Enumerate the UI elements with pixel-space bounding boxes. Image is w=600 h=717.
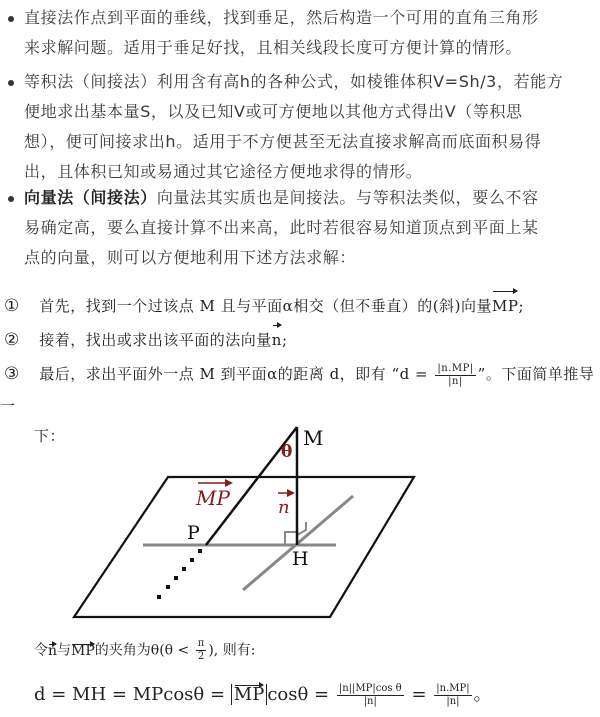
bullet-equal-volume-method [24,67,596,187]
step-text: 首先，找到一个过该点 M 且与平面α相交（但不垂直）的(斜)向量 [39,297,493,315]
label-mp-vector: MP [196,486,230,510]
formula-text: 的夹角为θ(θ < [94,642,190,659]
formula-text: ), 则有: [208,642,256,659]
vector-mp: MP [71,642,95,659]
step-text: 接着，找出或求出该平面的法向量 [39,331,272,349]
bullet-line: 来求解问题。适用于垂足好找，且相关线段长度可方便计算的情形。 [24,38,523,57]
fraction-numerator: |n.MP| [436,682,470,694]
step-number: ② [4,330,20,350]
plane-alpha-shape [74,477,414,617]
fraction-numerator: |n||MP|cos θ [338,682,402,694]
bullet-line-rest: 向量法其实质也是间接法。与等积法类似，要么不容 [156,188,539,207]
fraction-denominator: |n| [363,695,377,707]
bullet-line: 等积法（间接法）利用含有高h的各种公式，如棱锥体积V=Sh/3，若能方 [24,72,564,91]
bullet-line: 便地求出基本量S，以及已知V或可方便地以其他方式得出V（等积思 [24,102,523,121]
vector-n: n [48,642,58,659]
step-2 [0,324,596,356]
label-p: P [187,522,200,544]
step-1 [0,290,596,322]
step-number: ③ [4,364,20,384]
formula-text: d = MH = MPcosθ = [34,684,226,705]
plane-distance-figure [0,410,600,630]
bullet-line: 想），便可间接求出h。适用于不方便甚至无法直接求解高而底面积易得 [24,132,542,151]
step-text: 最后，求出平面外一点 M 到平面α的距离 d，即有 “d = [39,365,429,383]
formula-text: cosθ = [267,684,330,705]
derivation-fraction-1 [337,683,404,708]
fraction-denominator: 2 [197,651,205,662]
fraction-denominator: |n| [448,375,463,387]
step-number: ① [4,296,20,316]
step-end-punct: ; [518,297,525,315]
formula-text: = [411,684,427,705]
geometry-diagram [0,410,600,630]
distance-fraction [435,363,475,388]
bullet-line: 出，且体积已知或易通过其它途径方便地求得的情形。 [24,162,423,181]
n-arrow-head [287,489,295,497]
dotted-extension [157,549,202,599]
label-h: H [292,548,309,570]
vector-mp: MP [492,290,518,322]
step-end-punct: ; [281,331,288,349]
vector-mp: MP [233,684,265,705]
label-m: M [303,426,324,450]
step-text-after: ”。下面简单推导一 [0,365,595,415]
angle-definition-line [34,638,255,663]
derivation-fraction-2 [434,683,471,708]
fraction-numerator: π [197,638,205,649]
bullet-line: 直接法作点到平面的垂线，找到垂足，然后构造一个可用的直角三角形 [24,8,539,27]
bullet-line: 易确定高，要么直接计算不出来高，此时若很容易知道顶点到平面上某 [24,218,539,237]
formula-text: 与 [57,642,72,659]
bullet-line: 点的向量，则可以方便地利用下述方法求解： [24,248,357,267]
bullet-vector-method [24,183,596,273]
bullet-line [24,183,596,213]
step-continuation: 下： [34,427,66,445]
label-theta: θ [281,442,293,462]
vector-method-heading: 向量法（间接法） [24,188,157,207]
right-angle-marker-2 [297,522,306,535]
bullet-dot-icon [8,16,14,22]
fraction-denominator: |n| [446,695,460,707]
label-n-vector: n [278,497,290,518]
formula-text: 令 [34,642,48,659]
right-angle-marker [285,532,297,545]
distance-derivation-line [34,680,492,708]
fraction-numerator: |n.MP| [437,362,474,374]
bullet-dot-icon [8,80,14,86]
vector-n: n [272,324,282,356]
bullet-direct-method [24,3,596,63]
formula-text: 。 [473,684,492,705]
bullet-dot-icon [8,196,14,202]
pi-over-2-fraction [196,638,207,663]
abs-mp [231,684,268,705]
